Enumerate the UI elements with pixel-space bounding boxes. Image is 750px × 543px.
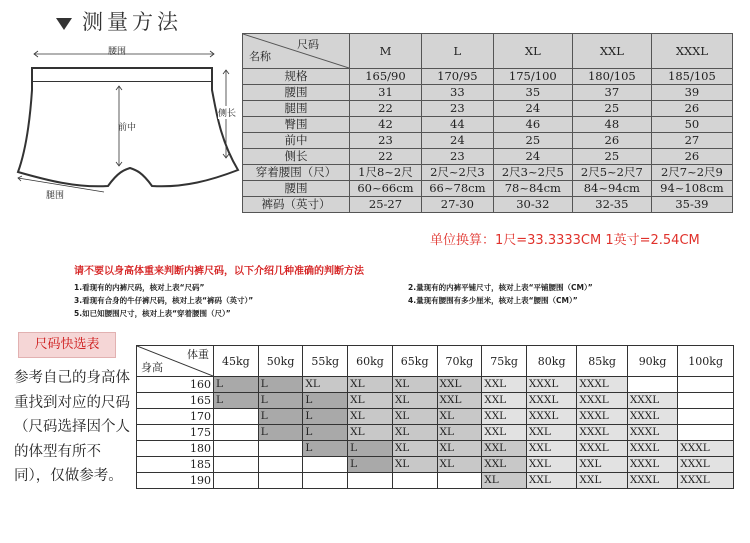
size-cell [258, 457, 303, 473]
size-cell: XXXL [627, 441, 677, 457]
quick-select-body [137, 377, 734, 489]
size-cell: XXL [577, 473, 627, 489]
size-cell: XXXL [577, 377, 627, 393]
height-label: 175 [137, 425, 214, 441]
instruction-item: 1.看现有的内裤尺码，核对上表“尺码” [74, 283, 205, 292]
size-cell: XXXL [627, 473, 677, 489]
size-value: 25 [572, 149, 651, 165]
size-cell: XL [437, 441, 482, 457]
height-row [137, 393, 734, 409]
size-cell: XXL [526, 441, 576, 457]
size-table-row [243, 165, 733, 181]
size-cell: XL [348, 409, 393, 425]
size-cell: L [214, 377, 259, 393]
size-value: 60~66cm [350, 181, 422, 197]
size-cell: XXXL [678, 441, 734, 457]
height-row [137, 409, 734, 425]
weight-header: 65kg [392, 346, 437, 377]
size-cell: L [258, 377, 303, 393]
size-cell [214, 441, 259, 457]
size-value: 48 [572, 117, 651, 133]
size-cell: L [214, 393, 259, 409]
instruction-item: 2.量现有的内裤平铺尺寸，核对上表“平铺腰围（CM）” [408, 283, 593, 292]
size-table-row [243, 117, 733, 133]
quick-select-description: 参考自己的身高体重找到对应的尺码（尺码选择因个人的体型有所不同），仅做参考。 [14, 370, 130, 484]
quick-select-table [136, 345, 734, 489]
size-cell: L [258, 409, 303, 425]
size-value: 30-32 [493, 197, 572, 213]
size-cell: XL [392, 377, 437, 393]
size-cell: XL [392, 409, 437, 425]
size-cell: XXXL [678, 473, 734, 489]
row-label: 腰围 [243, 85, 350, 101]
front-length-label: 前中 [118, 123, 137, 133]
size-value: 26 [651, 149, 732, 165]
size-value: 42 [350, 117, 422, 133]
size-cell: XXXL [577, 425, 627, 441]
row-label: 腿围 [243, 101, 350, 117]
size-table-row [243, 197, 733, 213]
size-value: 175/100 [493, 69, 572, 85]
size-value: 94~108cm [651, 181, 732, 197]
corner-top-label: 尺码 [297, 38, 319, 51]
waist-label: 腰围 [108, 47, 127, 57]
height-label: 160 [137, 377, 214, 393]
size-cell [627, 377, 677, 393]
size-cell: XXXL [627, 425, 677, 441]
size-cell: L [348, 457, 393, 473]
size-cell: XXL [577, 457, 627, 473]
size-value: 46 [493, 117, 572, 133]
size-value: 23 [421, 101, 493, 117]
size-value: 2尺7~2尺9 [651, 165, 732, 181]
size-table [242, 33, 733, 213]
size-cell [258, 473, 303, 489]
row-label: 穿着腰围（尺） [243, 165, 350, 181]
row-label: 侧长 [243, 149, 350, 165]
size-cell: XXL [482, 393, 527, 409]
size-cell: L [303, 409, 348, 425]
corner-top-label: 体重 [187, 348, 209, 361]
size-cell [258, 441, 303, 457]
size-cell: XXL [526, 457, 576, 473]
size-value: 2尺5~2尺7 [572, 165, 651, 181]
size-value: 25 [493, 133, 572, 149]
height-row [137, 377, 734, 393]
size-cell: XXXL [627, 457, 677, 473]
size-cell: L [258, 425, 303, 441]
section-title-text: 测量方法 [82, 10, 182, 34]
unit-conversion: 单位换算：1尺=33.3333CM 1英寸=2.54CM [430, 233, 700, 248]
size-cell: L [258, 393, 303, 409]
size-value: 165/90 [350, 69, 422, 85]
quick-select-corner [137, 346, 214, 377]
size-value: 35-39 [651, 197, 732, 213]
size-value: 24 [493, 149, 572, 165]
size-table-corner [243, 34, 350, 69]
measurement-diagram [6, 40, 244, 220]
size-cell: XXXL [577, 393, 627, 409]
size-cell: XXL [482, 377, 527, 393]
height-label: 165 [137, 393, 214, 409]
size-table-row [243, 69, 733, 85]
quick-select-header [137, 346, 734, 377]
size-value: 23 [421, 149, 493, 165]
size-cell: XL [348, 425, 393, 441]
size-value: 1尺8~2尺 [350, 165, 422, 181]
weight-header: 70kg [437, 346, 482, 377]
height-label: 180 [137, 441, 214, 457]
warning-text: 请不要以身高体重来判断内裤尺码，以下介绍几种准确的判断方法 [74, 266, 364, 277]
height-row [137, 425, 734, 441]
size-value: 185/105 [651, 69, 732, 85]
size-value: 39 [651, 85, 732, 101]
size-cell: XL [392, 393, 437, 409]
size-cell [678, 425, 734, 441]
weight-header: 60kg [348, 346, 393, 377]
size-value: 25-27 [350, 197, 422, 213]
size-cell: XL [437, 457, 482, 473]
size-cell: XXL [437, 377, 482, 393]
size-value: 24 [493, 101, 572, 117]
size-cell: L [303, 441, 348, 457]
size-cell [678, 377, 734, 393]
size-cell [392, 473, 437, 489]
size-cell: XXXL [526, 393, 576, 409]
size-header: L [421, 34, 493, 69]
size-cell: XXXL [526, 409, 576, 425]
size-cell: XXL [482, 425, 527, 441]
size-value: 2尺3~2尺5 [493, 165, 572, 181]
size-cell: XXL [482, 441, 527, 457]
size-cell [348, 473, 393, 489]
size-header: M [350, 34, 422, 69]
size-table-row [243, 101, 733, 117]
size-value: 170/95 [421, 69, 493, 85]
size-value: 23 [350, 133, 422, 149]
size-cell: XXXL [577, 441, 627, 457]
size-cell: XL [392, 457, 437, 473]
size-value: 84~94cm [572, 181, 651, 197]
instruction-item: 5.如已知腰围尺寸，核对上表“穿着腰围（尺）” [74, 309, 231, 318]
weight-header: 90kg [627, 346, 677, 377]
size-cell: XL [348, 377, 393, 393]
size-cell: XL [437, 409, 482, 425]
size-value: 22 [350, 149, 422, 165]
size-cell: XXXL [627, 409, 677, 425]
height-row [137, 441, 734, 457]
size-value: 44 [421, 117, 493, 133]
size-value: 35 [493, 85, 572, 101]
size-value: 26 [651, 101, 732, 117]
size-cell: XXXL [577, 409, 627, 425]
weight-header: 55kg [303, 346, 348, 377]
row-label: 臀围 [243, 117, 350, 133]
size-cell: XXL [437, 393, 482, 409]
size-cell [214, 457, 259, 473]
height-label: 190 [137, 473, 214, 489]
instruction-item: 3.看现有合身的牛仔裤尺码，核对上表“裤码（英寸）” [74, 296, 254, 305]
height-row [137, 473, 734, 489]
size-cell: XXL [482, 409, 527, 425]
size-cell: XL [303, 377, 348, 393]
height-label: 185 [137, 457, 214, 473]
size-cell [214, 473, 259, 489]
size-cell: XXXL [627, 393, 677, 409]
size-value: 31 [350, 85, 422, 101]
size-cell [214, 409, 259, 425]
size-value: 33 [421, 85, 493, 101]
section-title [56, 6, 182, 36]
size-cell: XL [437, 425, 482, 441]
size-value: 50 [651, 117, 732, 133]
size-cell: L [348, 441, 393, 457]
size-cell: XXXL [526, 377, 576, 393]
weight-header: 50kg [258, 346, 303, 377]
triangle-down-icon [56, 18, 72, 30]
weight-header: 85kg [577, 346, 627, 377]
size-table-row [243, 181, 733, 197]
size-cell: XXXL [678, 457, 734, 473]
size-value: 66~78cm [421, 181, 493, 197]
size-table-row [243, 133, 733, 149]
weight-header: 100kg [678, 346, 734, 377]
instruction-item: 4.量现有腰围有多少厘米，核对上表“腰围（CM）” [408, 296, 578, 305]
size-cell [214, 425, 259, 441]
row-label: 规格 [243, 69, 350, 85]
corner-bottom-label: 身高 [141, 361, 163, 374]
size-cell [303, 457, 348, 473]
size-header: XXXL [651, 34, 732, 69]
size-value: 26 [572, 133, 651, 149]
height-label: 170 [137, 409, 214, 425]
row-label: 前中 [243, 133, 350, 149]
weight-header: 80kg [526, 346, 576, 377]
size-cell: XXL [526, 473, 576, 489]
size-value: 180/105 [572, 69, 651, 85]
size-value: 2尺~2尺3 [421, 165, 493, 181]
size-table-row [243, 149, 733, 165]
side-length-label: 侧长 [218, 106, 236, 119]
size-cell: XXL [482, 457, 527, 473]
size-value: 25 [572, 101, 651, 117]
size-value: 24 [421, 133, 493, 149]
size-value: 37 [572, 85, 651, 101]
row-label: 裤码（英寸） [243, 197, 350, 213]
size-cell: XL [348, 393, 393, 409]
size-header: XL [493, 34, 572, 69]
size-table-body [243, 69, 733, 213]
weight-header: 75kg [482, 346, 527, 377]
height-row [137, 457, 734, 473]
size-header: XXL [572, 34, 651, 69]
thigh-label: 腿围 [46, 191, 65, 201]
quick-select-button[interactable]: 尺码快选表 [18, 332, 116, 358]
weight-header: 45kg [214, 346, 259, 377]
size-cell: L [303, 425, 348, 441]
size-cell [678, 393, 734, 409]
size-cell: L [303, 393, 348, 409]
size-table-row [243, 85, 733, 101]
size-cell [437, 473, 482, 489]
corner-bottom-label: 名称 [249, 50, 271, 63]
size-value: 27-30 [421, 197, 493, 213]
size-value: 22 [350, 101, 422, 117]
size-cell [678, 409, 734, 425]
size-value: 27 [651, 133, 732, 149]
size-cell: XXL [526, 425, 576, 441]
size-cell: XL [392, 425, 437, 441]
size-cell [303, 473, 348, 489]
size-value: 32-35 [572, 197, 651, 213]
size-cell: XL [482, 473, 527, 489]
size-value: 78~84cm [493, 181, 572, 197]
row-label: 腰围 [243, 181, 350, 197]
size-cell: XL [392, 441, 437, 457]
size-table-header [243, 34, 733, 69]
